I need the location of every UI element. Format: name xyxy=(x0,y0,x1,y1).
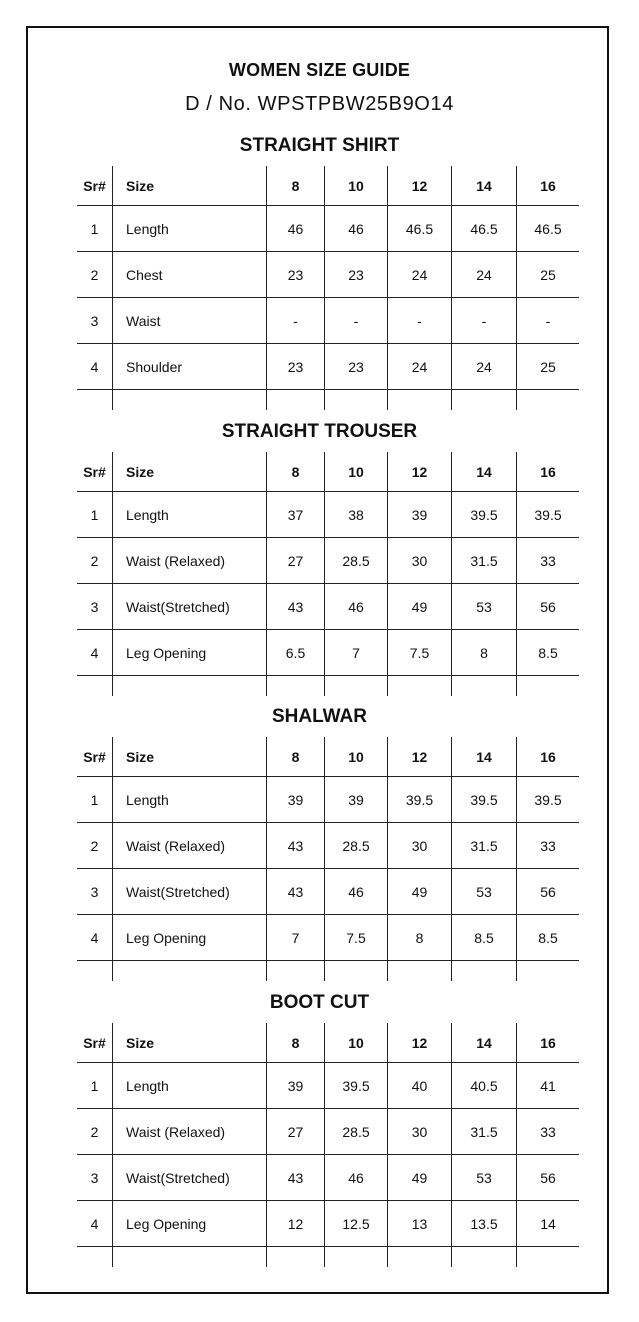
row-label: Leg Opening xyxy=(113,915,267,961)
spacer-cell xyxy=(77,961,113,982)
row-sr: 1 xyxy=(90,791,99,808)
measurement-cell: 8.5 xyxy=(517,915,580,961)
measurement-cell: 7 xyxy=(267,915,325,961)
header-size-14: 14 xyxy=(452,737,517,777)
row-label: Waist xyxy=(113,298,267,344)
measurement-cell: 33 xyxy=(517,538,580,584)
table-spacer-row xyxy=(77,961,579,982)
row-label: Waist(Stretched) xyxy=(113,869,267,915)
header-size-8: 8 xyxy=(267,1023,325,1063)
header-size-16: 16 xyxy=(517,1023,580,1063)
spacer-cell xyxy=(517,390,580,411)
measurement-cell: 25 xyxy=(517,252,580,298)
measurement-cell: 37 xyxy=(267,492,325,538)
table-row xyxy=(77,915,579,961)
table-row xyxy=(77,823,579,869)
measurement-cell: 28.5 xyxy=(325,823,388,869)
measurement-cell: 46.5 xyxy=(517,206,580,252)
measurement-cell: 39 xyxy=(325,777,388,823)
measurement-cell: 27 xyxy=(267,538,325,584)
measurement-cell: 43 xyxy=(267,823,325,869)
measurement-cell: 13 xyxy=(388,1201,452,1247)
measurement-cell: 24 xyxy=(452,252,517,298)
measurement-cell: - xyxy=(325,298,388,344)
measurement-cell: 30 xyxy=(388,823,452,869)
row-sr: 4 xyxy=(77,1201,113,1247)
row-sr: 4 xyxy=(77,915,113,961)
table-row xyxy=(77,630,579,676)
measurement-cell: 24 xyxy=(452,344,517,390)
header-size-16: 16 xyxy=(517,452,580,492)
measurement-cell: 8.5 xyxy=(517,630,580,676)
header-size: Size xyxy=(113,737,267,777)
row-sr: 4 xyxy=(77,630,113,676)
table-row xyxy=(77,1063,579,1109)
measurement-cell: 28.5 xyxy=(325,1109,388,1155)
measurement-cell: 7 xyxy=(325,630,388,676)
measurement-cell: 23 xyxy=(325,344,388,390)
spacer-cell xyxy=(77,1247,113,1268)
row-label: Waist(Stretched) xyxy=(113,1155,267,1201)
spacer-cell xyxy=(325,961,388,982)
measurement-cell: 28.5 xyxy=(325,538,388,584)
header-sr: Sr# xyxy=(77,166,113,206)
header-size-16: 16 xyxy=(517,737,580,777)
table-row xyxy=(77,1201,579,1247)
table-row xyxy=(77,1155,579,1201)
measurement-cell: 24 xyxy=(388,344,452,390)
table-row xyxy=(77,252,579,298)
spacer-cell xyxy=(77,390,113,411)
header-sr: Sr# xyxy=(77,1023,113,1063)
header-size: Size xyxy=(113,166,267,206)
table-row xyxy=(77,298,579,344)
spacer-cell xyxy=(267,961,325,982)
row-label: Length xyxy=(113,206,267,252)
measurement-cell: - xyxy=(267,298,325,344)
row-label: Length xyxy=(113,1063,267,1109)
measurement-cell: 13.5 xyxy=(452,1201,517,1247)
row-sr: 3 xyxy=(77,1155,113,1201)
row-sr: 2 xyxy=(77,823,113,869)
measurement-cell: 27 xyxy=(267,1109,325,1155)
table-row xyxy=(77,538,579,584)
row-sr: 3 xyxy=(77,869,113,915)
size-table xyxy=(77,452,579,696)
measurement-cell: 43 xyxy=(267,1155,325,1201)
measurement-cell: 31.5 xyxy=(452,538,517,584)
table-header-row xyxy=(77,1023,579,1063)
measurement-cell: 39.5 xyxy=(325,1063,388,1109)
measurement-cell: 53 xyxy=(452,584,517,630)
section-title: BOOT CUT xyxy=(269,992,370,1013)
row-label: Waist (Relaxed) xyxy=(113,538,267,584)
row-sr: 2 xyxy=(77,252,113,298)
header-size: Size xyxy=(113,452,267,492)
measurement-cell: 46 xyxy=(325,1155,388,1201)
measurement-cell: 8.5 xyxy=(452,915,517,961)
measurement-cell: 46 xyxy=(325,869,388,915)
measurement-cell: - xyxy=(388,298,452,344)
table-row xyxy=(77,206,579,252)
table-spacer-row xyxy=(77,390,579,411)
row-label: Length xyxy=(113,492,267,538)
measurement-cell: 12 xyxy=(267,1201,325,1247)
row-label: Length xyxy=(113,777,267,823)
header-size-12: 12 xyxy=(388,452,452,492)
header-size-14: 14 xyxy=(452,166,517,206)
row-label: Shoulder xyxy=(113,344,267,390)
spacer-cell xyxy=(517,961,580,982)
measurement-cell: 6.5 xyxy=(267,630,325,676)
spacer-cell xyxy=(388,961,452,982)
row-label: Leg Opening xyxy=(113,630,267,676)
measurement-cell: 43 xyxy=(267,869,325,915)
row-label: Chest xyxy=(113,252,267,298)
measurement-cell: 7.5 xyxy=(325,915,388,961)
measurement-cell: 38 xyxy=(325,492,388,538)
measurement-cell: 40.5 xyxy=(452,1063,517,1109)
spacer-cell xyxy=(517,1247,580,1268)
measurement-cell: 14 xyxy=(517,1201,580,1247)
table-header-row xyxy=(77,737,579,777)
measurement-cell: 39 xyxy=(388,492,452,538)
row-sr: 4 xyxy=(77,344,113,390)
header-size-12: 12 xyxy=(388,166,452,206)
measurement-cell: - xyxy=(452,298,517,344)
header-size-8: 8 xyxy=(267,452,325,492)
spacer-cell xyxy=(452,676,517,697)
measurement-cell: 31.5 xyxy=(452,1109,517,1155)
measurement-cell: 40 xyxy=(388,1063,452,1109)
spacer-cell xyxy=(452,390,517,411)
measurement-cell: 39 xyxy=(267,777,325,823)
measurement-cell: 49 xyxy=(388,869,452,915)
document-title: WOMEN SIZE GUIDE xyxy=(228,60,411,80)
row-label: Waist (Relaxed) xyxy=(113,823,267,869)
table-spacer-row xyxy=(77,676,579,697)
spacer-cell xyxy=(517,676,580,697)
header-size-8: 8 xyxy=(267,737,325,777)
row-sr: 2 xyxy=(77,1109,113,1155)
row-sr: 1 xyxy=(90,1077,99,1094)
size-table xyxy=(77,737,579,981)
measurement-cell: 39.5 xyxy=(517,492,580,538)
spacer-cell xyxy=(77,676,113,697)
measurement-cell: 39.5 xyxy=(517,777,580,823)
row-label: Leg Opening xyxy=(113,1201,267,1247)
measurement-cell: 46.5 xyxy=(388,206,452,252)
spacer-cell xyxy=(388,676,452,697)
spacer-cell xyxy=(113,1247,267,1268)
measurement-cell: 56 xyxy=(517,869,580,915)
table-row xyxy=(77,869,579,915)
measurement-cell: 43 xyxy=(267,584,325,630)
header-size-12: 12 xyxy=(388,737,452,777)
spacer-cell xyxy=(388,390,452,411)
measurement-cell: 39 xyxy=(267,1063,325,1109)
spacer-cell xyxy=(388,1247,452,1268)
spacer-cell xyxy=(452,1247,517,1268)
header-size-12: 12 xyxy=(388,1023,452,1063)
section-title: SHALWAR xyxy=(272,706,367,727)
spacer-cell xyxy=(267,1247,325,1268)
measurement-cell: 46 xyxy=(267,206,325,252)
measurement-cell: 56 xyxy=(517,1155,580,1201)
measurement-cell: 33 xyxy=(517,1109,580,1155)
table-header-row xyxy=(77,452,579,492)
measurement-cell: 49 xyxy=(388,1155,452,1201)
header-size-10: 10 xyxy=(325,737,388,777)
spacer-cell xyxy=(325,390,388,411)
header-sr: Sr# xyxy=(77,452,113,492)
measurement-cell: 23 xyxy=(325,252,388,298)
spacer-cell xyxy=(113,390,267,411)
table-row xyxy=(77,492,579,538)
measurement-cell: 23 xyxy=(267,344,325,390)
header-size-14: 14 xyxy=(452,1023,517,1063)
measurement-cell: 31.5 xyxy=(452,823,517,869)
row-label: Waist (Relaxed) xyxy=(113,1109,267,1155)
spacer-cell xyxy=(113,961,267,982)
design-number: D / No. WPSTPBW25B9O14 xyxy=(185,93,454,115)
header-size-8: 8 xyxy=(267,166,325,206)
header-sr: Sr# xyxy=(77,737,113,777)
measurement-cell: 23 xyxy=(267,252,325,298)
row-sr: 1 xyxy=(90,220,99,237)
measurement-cell: 8 xyxy=(452,630,517,676)
table-row xyxy=(77,1109,579,1155)
measurement-cell: 53 xyxy=(452,869,517,915)
header-size-16: 16 xyxy=(517,166,580,206)
header-size: Size xyxy=(113,1023,267,1063)
measurement-cell: 46 xyxy=(325,206,388,252)
spacer-cell xyxy=(452,961,517,982)
measurement-cell: 46.5 xyxy=(452,206,517,252)
row-label: Waist(Stretched) xyxy=(113,584,267,630)
measurement-cell: 39.5 xyxy=(452,777,517,823)
table-row xyxy=(77,584,579,630)
header-size-14: 14 xyxy=(452,452,517,492)
measurement-cell: 41 xyxy=(517,1063,580,1109)
measurement-cell: 33 xyxy=(517,823,580,869)
table-row xyxy=(77,344,579,390)
measurement-cell: 7.5 xyxy=(388,630,452,676)
spacer-cell xyxy=(325,1247,388,1268)
row-sr: 2 xyxy=(77,538,113,584)
section-title: STRAIGHT SHIRT xyxy=(239,135,400,156)
table-header-row xyxy=(77,166,579,206)
section-title: STRAIGHT TROUSER xyxy=(221,421,418,442)
measurement-cell: - xyxy=(517,298,580,344)
header-size-10: 10 xyxy=(325,166,388,206)
spacer-cell xyxy=(113,676,267,697)
spacer-cell xyxy=(325,676,388,697)
size-table xyxy=(77,166,579,410)
measurement-cell: 56 xyxy=(517,584,580,630)
row-sr: 1 xyxy=(90,506,99,523)
measurement-cell: 30 xyxy=(388,1109,452,1155)
header-size-10: 10 xyxy=(325,1023,388,1063)
row-sr: 3 xyxy=(77,584,113,630)
measurement-cell: 46 xyxy=(325,584,388,630)
measurement-cell: 39.5 xyxy=(388,777,452,823)
measurement-cell: 12.5 xyxy=(325,1201,388,1247)
header-size-10: 10 xyxy=(325,452,388,492)
measurement-cell: 30 xyxy=(388,538,452,584)
measurement-cell: 8 xyxy=(388,915,452,961)
size-table xyxy=(77,1023,579,1267)
spacer-cell xyxy=(267,390,325,411)
measurement-cell: 39.5 xyxy=(452,492,517,538)
row-sr: 3 xyxy=(77,298,113,344)
measurement-cell: 53 xyxy=(452,1155,517,1201)
table-spacer-row xyxy=(77,1247,579,1268)
spacer-cell xyxy=(267,676,325,697)
measurement-cell: 25 xyxy=(517,344,580,390)
measurement-cell: 49 xyxy=(388,584,452,630)
measurement-cell: 24 xyxy=(388,252,452,298)
table-row xyxy=(77,777,579,823)
